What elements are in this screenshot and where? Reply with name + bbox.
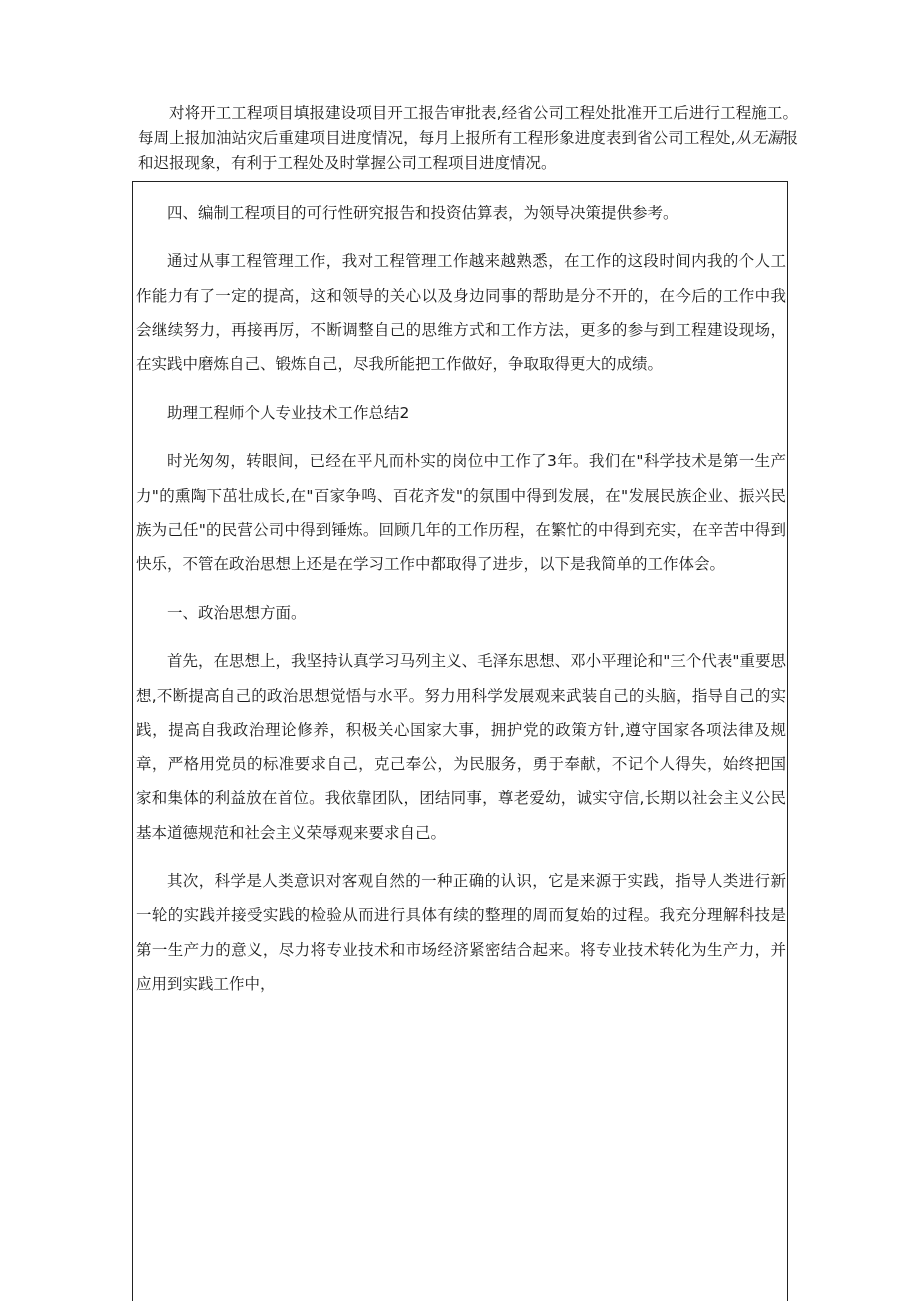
intro-text-end: 报和迟报现象，有利于工程处及时掌握公司工程项目进度情况。 [138,129,798,172]
firstly-paragraph: 首先，在思想上，我坚持认真学习马列主义、毛泽东思想、邓小平理论和"三个代表"重要思想,不断提高自己的政治思想觉悟与水平。努力用科学发展观来武装自己的头脑，指导自己的实践，提高自我政治理论修养，积极关心国家大事，拥护党的政策方针,遵守国家各项法律及规章，严格用党员的标准要求自己，克己奉公，为民服务，勇于奉献，不记个人得失，始终把国家和集体的利益放在首位。我依靠团队，团结同事，尊老爱幼，诚实守信,长期以社会主义公民基本道德规范和社会主义荣辱观来要求自己。 [136,652,786,842]
summary-2-heading: 助理工程师个人专业技术工作总结2 [167,403,410,422]
intro-italic-text: 从无漏 [735,129,783,147]
time-flies-paragraph: 时光匆匆，转眼间，已经在平凡而朴实的岗位中工作了3年。我们在"科学技术是第一生产力"的熏陶下茁壮成长,在"百家争鸣、百花齐发"的氛围中得到发展，在"发展民族企业、振兴民族为己任"的民营公司中得到锤炼。回顾几年的工作历程，在繁忙的中得到充实，在辛苦中得到快乐，不管在政治思想上还是在学习工作中都取得了进步，以下是我简单的工作体会。 [136,452,786,574]
intro-paragraph [138,101,798,176]
section-four-paragraph: 四、编制工程项目的可行性研究报告和投资估算表，为领导决策提供参考。 [167,204,679,222]
work-experience-paragraph: 通过从事工程管理工作，我对工程管理工作越来越熟悉，在工作的这段时间内我的个人工作能力有了一定的提高，这和领导的关心以及身边同事的帮助是分不开的，在今后的工作中我会继续努力，再接再厉，不断调整自己的思维方式和工作方法，更多的参与到工程建设现场，在实践中磨炼自己、锻炼自己，尽我所能把工作做好，争取取得更大的成绩。 [136,252,786,374]
document-body [136,196,786,1016]
secondly-paragraph: 其次，科学是人类意识对客观自然的一种正确的认识，它是来源于实践，指导人类进行新一轮的实践并接受实践的检验从而进行具体有续的整理的周而复始的过程。我充分理解科技是第一生产力的意义，尽力将专业技术和市场经济紧密结合起来。将专业技术转化为生产力，并应用到实践工作中， [136,872,786,994]
intro-text-start: 对将开工工程项目填报建设项目开工报告审批表,经省公司工程处批准开工后进行工程施工。每周上报加油站灾后重建项目进度情况，每月上报所有工程形象进度表到省公司工程处, [138,104,798,147]
political-thought-heading: 一、政治思想方面。 [167,603,307,622]
